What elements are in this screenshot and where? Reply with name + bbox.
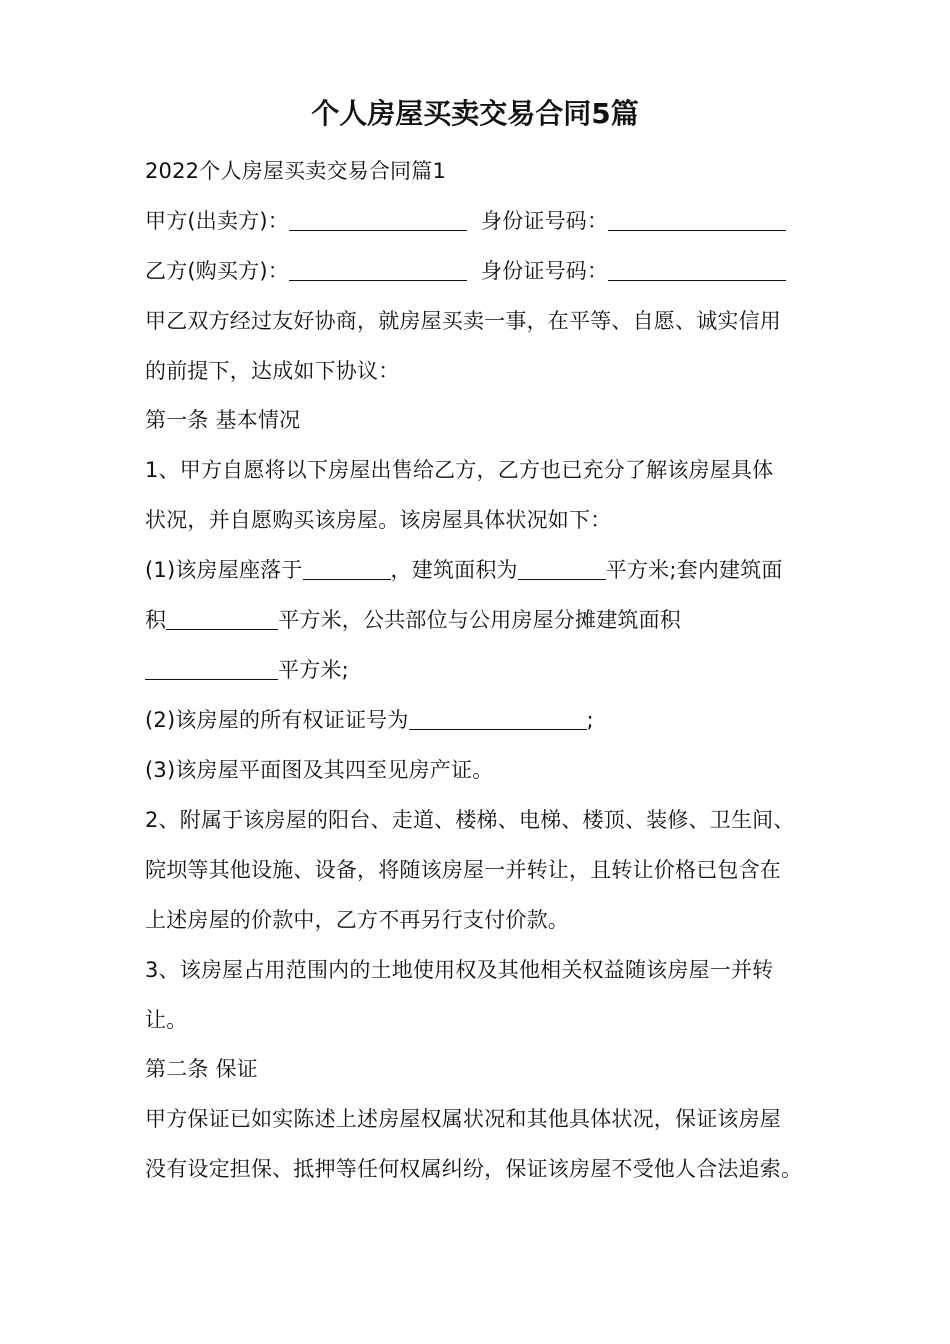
item-1-inner-area-label: 平方米;套内建筑面	[605, 558, 783, 582]
clause-2-line-3: 上述房屋的价款中，乙方不再另行支付价款。	[145, 908, 569, 932]
item-2-line	[145, 705, 594, 735]
party-b-label: 乙方(购买方)：	[145, 259, 289, 283]
party-a-id-label: 身份证号码：	[481, 209, 609, 233]
clause-3-line-2: 让。	[145, 1008, 188, 1032]
intro-line-2: 的前提下，达成如下协议：	[145, 359, 400, 383]
clause-1-line-1: 1、甲方自愿将以下房屋出售给乙方，乙方也已充分了解该房屋具体	[145, 458, 774, 482]
item-1-location-label: (1)该房屋座落于	[145, 558, 303, 582]
item-2-certificate-label: (2)该房屋的所有权证证号为	[145, 708, 409, 732]
item-3-line: (3)该房屋平面图及其四至见房产证。	[145, 758, 494, 782]
intro-line-1: 甲乙双方经过友好协商，就房屋买卖一事，在平等、自愿、诚实信用	[145, 309, 781, 333]
clause-1-line-2: 状况，并自愿购买该房屋。该房屋具体状况如下：	[145, 508, 612, 532]
item-2-end: ;	[586, 708, 594, 732]
item-1-shared-area-label: 平方米，公共部位与公用房屋分摊建筑面积	[278, 608, 682, 632]
party-b-name-blank	[289, 258, 467, 281]
party-b-id-label: 身份证号码：	[481, 259, 609, 283]
party-b-id-blank	[608, 258, 786, 281]
area-blank	[518, 557, 606, 580]
item-1-line-1	[145, 555, 783, 585]
party-a-line	[145, 206, 786, 236]
party-a-name-blank	[289, 208, 467, 231]
item-1-line-3	[145, 655, 349, 685]
item-1-line-2	[145, 605, 681, 635]
party-a-label: 甲方(出卖方)：	[145, 209, 289, 233]
shared-area-blank	[145, 657, 278, 680]
article-2-line-1: 甲方保证已如实陈述上述房屋权属状况和其他具体状况，保证该房屋	[145, 1107, 781, 1131]
clause-2-line-2: 院坝等其他设施、设备，将随该房屋一并转让，且转让价格已包含在	[145, 858, 781, 882]
clause-3-line-1: 3、该房屋占用范围内的土地使用权及其他相关权益随该房屋一并转	[145, 958, 774, 982]
inner-area-blank	[166, 607, 278, 630]
item-1-area-label: ，建筑面积为	[390, 558, 518, 582]
article-2-line-2: 没有设定担保、抵押等任何权属纠纷，保证该房屋不受他人合法追索。	[145, 1157, 803, 1181]
document-title: 个人房屋买卖交易合同5篇	[311, 97, 639, 130]
contract-subtitle: 2022个人房屋买卖交易合同篇1	[145, 159, 447, 183]
location-blank	[303, 557, 391, 580]
party-b-line	[145, 256, 786, 286]
item-1-shared-area-unit: 平方米;	[278, 658, 349, 682]
article-1-heading: 第一条 基本情况	[145, 408, 301, 432]
clause-2-line-1: 2、附属于该房屋的阳台、走道、楼梯、电梯、楼顶、装修、卫生间、	[145, 808, 795, 832]
certificate-number-blank	[409, 707, 587, 730]
article-2-heading: 第二条 保证	[145, 1057, 258, 1081]
party-a-id-blank	[608, 208, 786, 231]
item-1-inner-area-label-cont: 积	[145, 608, 167, 632]
